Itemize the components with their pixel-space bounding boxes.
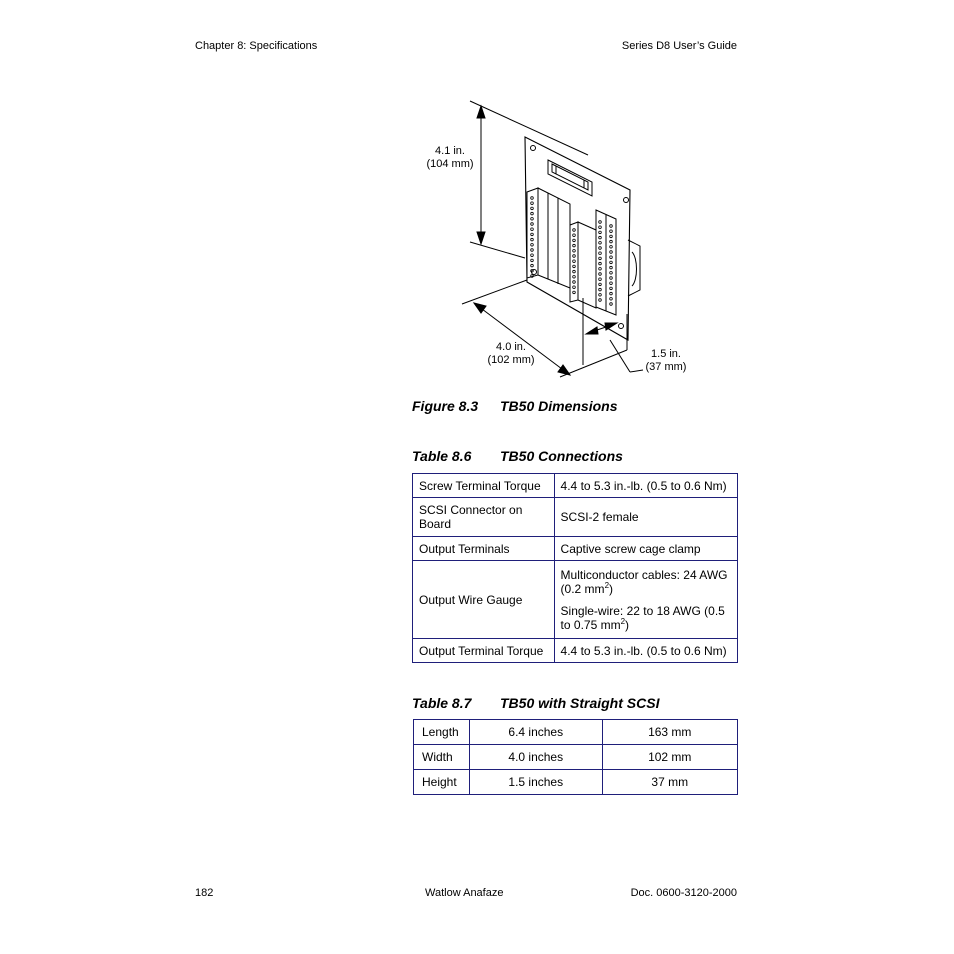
terminal-screw	[599, 294, 602, 297]
terminal-screw	[610, 246, 613, 249]
terminal-screw	[599, 257, 602, 260]
table-row	[413, 537, 738, 561]
terminal-screw	[531, 197, 534, 200]
terminal-screw	[531, 212, 534, 215]
terminal-screw	[610, 251, 613, 254]
table-row	[413, 561, 738, 639]
terminal-screw	[610, 277, 613, 280]
table-cell-mm: 37 mm	[602, 770, 737, 795]
arrow-down-icon	[477, 232, 485, 244]
terminal-screw	[610, 235, 613, 238]
footer-company: Watlow Anafaze	[425, 887, 504, 899]
table-row	[413, 498, 738, 537]
table-cell-value: Multiconductor cables: 24 AWG (0.2 $mm^2$) Single-wire: 22 to 18 AWG (0.5 to 0.75 $mm^2$)	[554, 561, 737, 639]
table-8-7-caption: Table 8.7 TB50 with Straight SCSI	[412, 695, 660, 711]
terminal-screw	[531, 202, 534, 205]
arrow-left-small-icon	[586, 327, 598, 334]
terminal-screw	[599, 262, 602, 265]
terminal-screw	[610, 298, 613, 301]
terminal-screw	[573, 234, 576, 237]
terminal-screw	[573, 286, 576, 289]
table-cell-value: Captive screw cage clamp	[554, 537, 737, 561]
terminal-screw	[599, 231, 602, 234]
terminal-screw	[531, 207, 534, 210]
tb50-dimension-drawing	[400, 95, 700, 390]
terminal-screw	[610, 261, 613, 264]
terminal-screw	[573, 239, 576, 242]
terminal-screw	[531, 244, 534, 247]
terminal-screw	[531, 228, 534, 231]
terminal-screw	[610, 256, 613, 259]
terminal-screw	[531, 223, 534, 226]
terminal-screw	[610, 303, 613, 306]
terminal-screw	[599, 268, 602, 271]
terminal-screw	[531, 238, 534, 241]
arrow-right-small-icon	[605, 323, 617, 330]
terminal-screw	[599, 221, 602, 224]
table-cell-inches: 1.5 inches	[469, 770, 602, 795]
terminal-screw	[599, 283, 602, 286]
terminal-screw	[599, 226, 602, 229]
depth-label: 1.5 in. (37 mm)	[645, 348, 687, 373]
table-cell-label: Output Terminal Torque	[413, 639, 555, 663]
terminal-screw	[610, 230, 613, 233]
table-row	[413, 474, 738, 498]
ext-line-bottom	[470, 242, 525, 258]
terminal-screw	[531, 275, 534, 278]
table-cell-dimension: Length	[414, 720, 470, 745]
figure-caption: Figure 8.3 TB50 Dimensions	[412, 398, 618, 414]
terminal-screw	[610, 282, 613, 285]
terminal-screw	[610, 292, 613, 295]
table-cell-label: Screw Terminal Torque	[413, 474, 555, 498]
terminal-screw	[599, 247, 602, 250]
terminal-screw	[531, 259, 534, 262]
terminal-screw	[573, 281, 576, 284]
table-cell-label: SCSI Connector on Board	[413, 498, 555, 537]
terminal-screw	[599, 252, 602, 255]
arrow-upleft-icon	[474, 303, 486, 313]
terminal-screw	[573, 229, 576, 232]
table-cell-inches: 4.0 inches	[469, 745, 602, 770]
terminal-screw	[573, 291, 576, 294]
table-8-6	[412, 473, 738, 663]
terminal-screw	[599, 288, 602, 291]
table-8-6-caption: Table 8.6 TB50 Connections	[412, 448, 623, 464]
terminal-screw	[599, 236, 602, 239]
terminal-screw	[573, 265, 576, 268]
table-cell-dimension: Width	[414, 745, 470, 770]
terminal-screw	[573, 276, 576, 279]
table-cell-label: Output Terminals	[413, 537, 555, 561]
footer-doc-number: Doc. 0600-3120-2000	[630, 887, 737, 899]
terminal-screw	[610, 266, 613, 269]
footer-page-number: 182	[195, 887, 214, 899]
terminal-screw	[610, 240, 613, 243]
terminal-screw	[531, 233, 534, 236]
terminal-screw	[610, 287, 613, 290]
table-cell-value: 4.4 to 5.3 in.-lb. (0.5 to 0.6 Nm)	[554, 639, 737, 663]
table-cell-label: Output Wire Gauge	[413, 561, 555, 639]
table-cell-mm: 102 mm	[602, 745, 737, 770]
width-label: 4.0 in. (102 mm)	[487, 341, 535, 366]
terminal-screw	[599, 278, 602, 281]
table-8-7	[413, 719, 738, 795]
header-chapter: Chapter 8: Specifications	[195, 40, 318, 52]
terminal-screw	[531, 218, 534, 221]
table-row	[414, 745, 738, 770]
terminal-screw	[599, 299, 602, 302]
terminal-screw	[573, 250, 576, 253]
table-cell-value: 4.4 to 5.3 in.-lb. (0.5 to 0.6 Nm)	[554, 474, 737, 498]
terminal-screw	[573, 270, 576, 273]
table-row	[414, 720, 738, 745]
ext-line-right	[560, 350, 627, 377]
terminal-screw	[573, 244, 576, 247]
table-cell-mm: 163 mm	[602, 720, 737, 745]
height-label: 4.1 in. (104 mm)	[426, 145, 474, 170]
din-clip	[628, 240, 640, 296]
table-row	[414, 770, 738, 795]
terminal-screw	[531, 249, 534, 252]
terminal-screw	[599, 242, 602, 245]
terminal-screw	[573, 260, 576, 263]
ext-line-left	[462, 280, 527, 304]
arrow-downright-icon	[558, 365, 570, 375]
table-cell-dimension: Height	[414, 770, 470, 795]
terminal-screw	[573, 255, 576, 258]
terminal-screw	[610, 272, 613, 275]
terminal-screw	[531, 264, 534, 267]
table-row	[413, 639, 738, 663]
terminal-screw	[531, 254, 534, 257]
table-cell-value: SCSI-2 female	[554, 498, 737, 537]
terminal-screw	[610, 225, 613, 228]
ext-line-top	[470, 101, 588, 155]
header-guide-title: Series D8 User’s Guide	[621, 40, 737, 52]
table-cell-inches: 6.4 inches	[469, 720, 602, 745]
terminal-screw	[599, 273, 602, 276]
